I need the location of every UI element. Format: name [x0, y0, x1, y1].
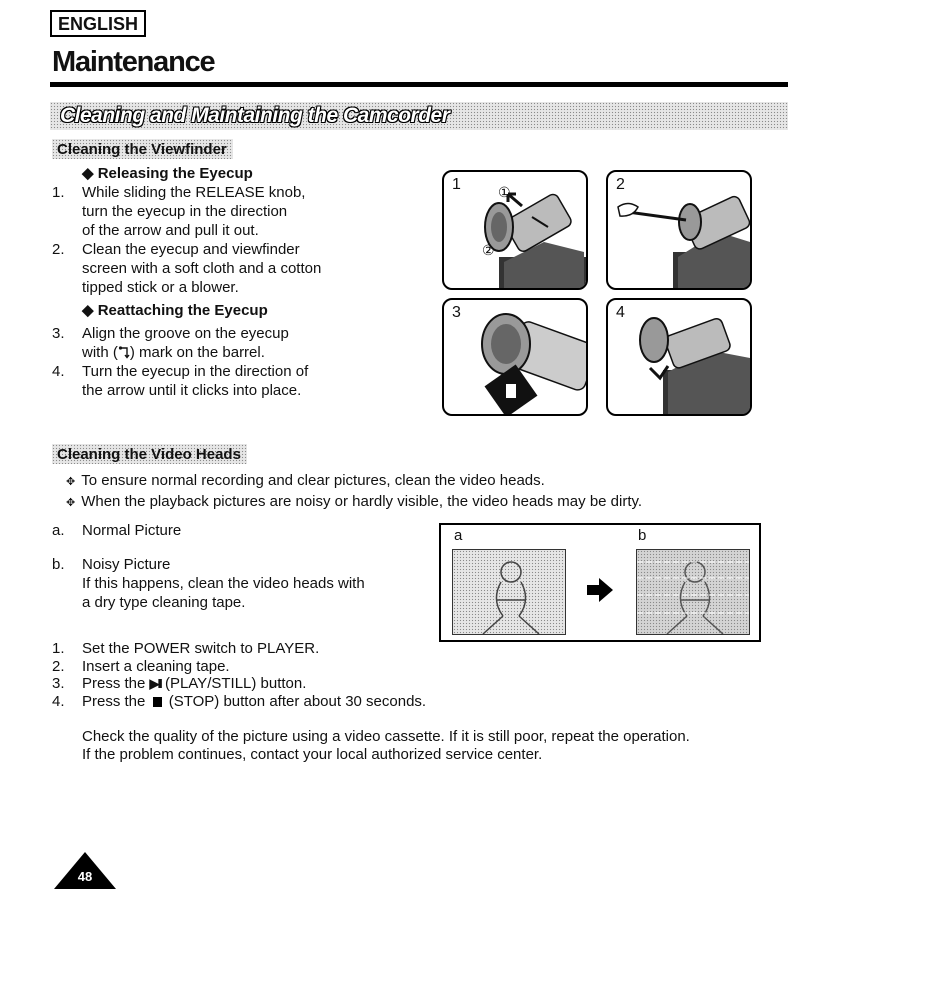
video-heads-bullets — [66, 471, 786, 513]
closing-note — [82, 728, 782, 763]
step-number: 3. — [52, 325, 65, 342]
step-number: 4. — [52, 692, 65, 710]
step-line: tipped stick or a blower. — [82, 279, 239, 296]
panel-label: 4 — [616, 304, 625, 321]
step-line: Turn the eyecup in the direction of — [82, 363, 309, 380]
illustration-panel-2 — [606, 170, 752, 290]
picture-descriptions — [52, 521, 412, 612]
list-item — [52, 240, 392, 297]
step-number: 2. — [52, 241, 65, 258]
step-text: Set the POWER switch to PLAYER. — [82, 640, 320, 657]
step-text-pre: Press the — [82, 675, 146, 692]
picture-comparison-figure — [439, 523, 761, 642]
list-item — [66, 471, 786, 492]
step-line-end: ) mark on the barrel. — [129, 344, 265, 361]
callout-2: ② — [482, 242, 495, 258]
normal-picture-thumbnail — [452, 549, 566, 635]
bullet-icon: ✥ — [66, 476, 76, 488]
panel-label: 3 — [452, 304, 461, 321]
list-item — [52, 324, 392, 362]
align-eyecup-illustration — [444, 300, 586, 414]
step-number: 1. — [52, 640, 65, 657]
step-line: of the arrow and pull it out. — [82, 222, 259, 239]
note-line: If the problem continues, contact your local authorized service center. — [82, 745, 543, 763]
release-title — [52, 164, 392, 183]
groove-mark-icon — [118, 345, 130, 359]
panel-label: 2 — [616, 176, 625, 193]
list-item — [52, 675, 752, 693]
bullet-text: When the playback pictures are noisy or hardly visible, the video heads may be dirty. — [81, 493, 643, 510]
step-number: 4. — [52, 363, 65, 380]
item-letter: b. — [52, 556, 65, 573]
illustration-panel-4 — [606, 298, 752, 416]
note-line: Check the quality of the picture using a video cassette. If it is still poor, repeat the operation. — [82, 728, 690, 745]
step-number: 1. — [52, 184, 65, 201]
step-number: 3. — [52, 675, 65, 692]
illustration-panel-1 — [442, 170, 588, 290]
item-note: If this happens, clean the video heads with — [82, 575, 365, 592]
illustration-panel-3 — [442, 298, 588, 416]
reattach-title-text: Reattaching the Eyecup — [97, 302, 268, 319]
step-line: turn the eyecup in the direction — [82, 203, 288, 220]
step-line: the arrow until it clicks into place. — [82, 382, 302, 399]
eyecup-removal-illustration — [444, 172, 586, 288]
header-rule — [50, 82, 788, 87]
step-line — [82, 343, 392, 362]
list-item — [52, 640, 752, 658]
reattach-eyecup-illustration — [608, 300, 750, 414]
step-line: Align the groove on the eyecup — [82, 325, 289, 342]
normal-picture-image — [453, 550, 565, 634]
noisy-picture-thumbnail — [636, 549, 750, 635]
step-text-pre: Press the — [82, 692, 146, 710]
release-title-text: Releasing the Eyecup — [97, 165, 253, 182]
list-item — [52, 183, 392, 240]
item-text: Normal Picture — [82, 522, 182, 539]
item-text: Noisy Picture — [82, 556, 171, 573]
step-text-post: (PLAY/STILL) button. — [164, 675, 307, 692]
banner-title: Cleaning and Maintaining the Camcorder — [60, 104, 450, 127]
language-tag: ENGLISH — [50, 10, 146, 37]
reattach-title — [52, 301, 392, 320]
stop-icon — [153, 697, 162, 707]
play-still-icon: ▶II — [149, 676, 161, 691]
list-item — [52, 693, 752, 711]
bullet-text: To ensure normal recording and clear pictures, clean the video heads. — [81, 472, 545, 489]
page-number: 48 — [77, 869, 93, 884]
step-number: 2. — [52, 657, 65, 675]
step-text-post: (STOP) button after about 30 seconds. — [168, 692, 427, 710]
chapter-banner — [50, 102, 788, 130]
callout-1: ① — [498, 184, 511, 200]
step-line: screen with a soft cloth and a cotton — [82, 260, 322, 277]
figure-label-b: b — [638, 527, 647, 544]
viewfinder-instructions — [52, 164, 392, 400]
arrow-right-icon — [587, 578, 613, 602]
step-text: Insert a cleaning tape. — [82, 657, 230, 675]
step-line-start: with ( — [82, 344, 118, 361]
item-letter: a. — [52, 522, 65, 539]
list-item — [52, 521, 412, 540]
diamond-bullet-icon: ◆ — [82, 165, 94, 182]
list-item — [66, 492, 786, 513]
diamond-bullet-icon: ◆ — [82, 302, 94, 319]
bullet-icon: ✥ — [66, 497, 76, 509]
panel-label: 1 — [452, 176, 461, 193]
list-item — [52, 658, 752, 676]
list-item — [52, 362, 392, 400]
noisy-picture-image — [637, 550, 749, 634]
step-line: Clean the eyecup and viewfinder — [82, 241, 300, 258]
video-heads-heading: Cleaning the Video Heads — [52, 444, 247, 464]
section-title: Maintenance — [52, 46, 215, 78]
viewfinder-heading: Cleaning the Viewfinder — [52, 139, 233, 159]
list-item — [52, 555, 412, 612]
cleaning-eyecup-illustration — [608, 172, 750, 288]
step-line: While sliding the RELEASE knob, — [82, 184, 306, 201]
figure-label-a: a — [454, 527, 463, 544]
item-note: a dry type cleaning tape. — [82, 594, 246, 611]
cleaning-steps — [52, 640, 752, 710]
